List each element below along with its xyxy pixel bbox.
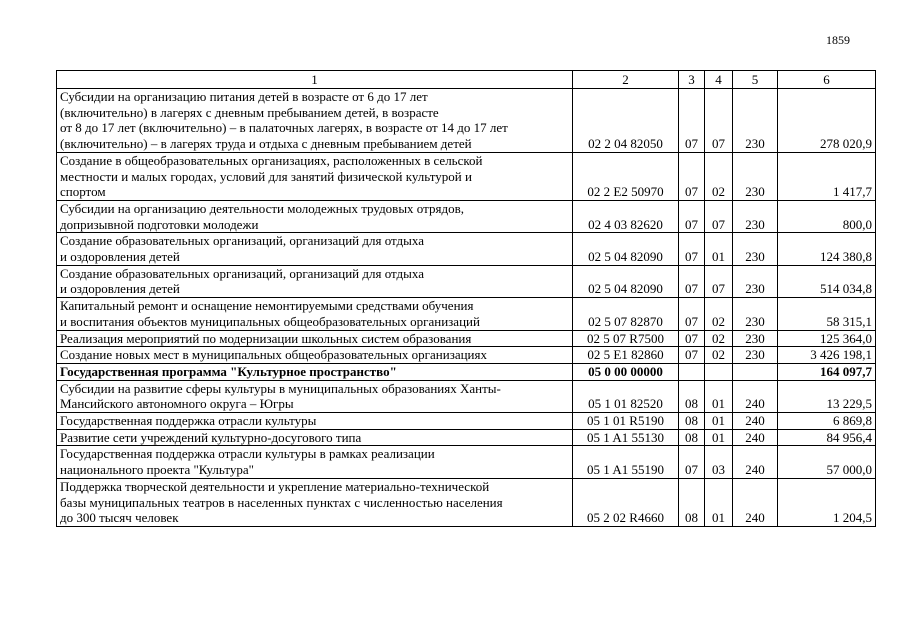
row-sum-cell: 84 956,4 <box>778 429 876 446</box>
row-code-cell: 02 4 03 82620 <box>573 200 679 232</box>
row-name-line: от 8 до 17 лет (включительно) – в палаточных лагерях, в возрасте от 14 до 17 лет <box>60 120 508 136</box>
row-name-line: Государственная программа "Культурное пространство" <box>60 363 397 379</box>
table-row <box>57 89 876 153</box>
row-type-cell: 240 <box>733 429 778 446</box>
table-header-row <box>57 71 876 89</box>
row-sum-cell: 1 204,5 <box>778 478 876 526</box>
row-section-cell: 07 <box>679 347 705 364</box>
row-section-cell: 08 <box>679 413 705 430</box>
row-type-cell: 230 <box>733 233 778 265</box>
row-sum-cell: 13 229,5 <box>778 380 876 412</box>
row-section-cell: 07 <box>679 446 705 478</box>
table-row <box>57 446 876 478</box>
row-subsection-cell: 07 <box>705 89 733 153</box>
row-name-line: местности и малых городах, условий для занятий физической культурой и <box>60 168 472 184</box>
row-subsection-cell: 01 <box>705 478 733 526</box>
row-subsection-cell: 07 <box>705 200 733 232</box>
row-subsection-cell: 01 <box>705 380 733 412</box>
row-name-line: национального проекта "Культура" <box>60 462 254 478</box>
row-subsection-cell: 02 <box>705 330 733 347</box>
row-name-line: спортом <box>60 184 106 200</box>
row-code-cell: 02 5 07 82870 <box>573 298 679 330</box>
column-header-2: 2 <box>573 71 679 89</box>
table-row <box>57 233 876 265</box>
row-name-line: Создание новых мест в муниципальных общеобразовательных организациях <box>60 347 487 363</box>
table-row <box>57 429 876 446</box>
table-row <box>57 363 876 380</box>
row-sum-cell: 3 426 198,1 <box>778 347 876 364</box>
row-type-cell: 240 <box>733 380 778 412</box>
row-subsection-cell: 03 <box>705 446 733 478</box>
row-section-cell: 08 <box>679 380 705 412</box>
row-sum-cell: 514 034,8 <box>778 265 876 297</box>
row-subsection-cell: 02 <box>705 298 733 330</box>
row-subsection-cell: 02 <box>705 347 733 364</box>
table-row <box>57 265 876 297</box>
table-row <box>57 478 876 526</box>
row-name-cell <box>57 429 573 446</box>
page-number: 1859 <box>826 33 850 47</box>
row-name-line: Субсидии на организацию питания детей в возрасте от 6 до 17 лет <box>60 89 428 104</box>
row-subsection-cell: 01 <box>705 233 733 265</box>
row-section-cell: 07 <box>679 152 705 200</box>
row-code-cell: 02 2 E2 50970 <box>573 152 679 200</box>
row-name-cell <box>57 233 573 265</box>
row-code-cell: 05 0 00 00000 <box>573 363 679 380</box>
row-code-cell: 02 2 04 82050 <box>573 89 679 153</box>
row-name-line: Создание образовательных организаций, организаций для отдыха <box>60 265 424 281</box>
row-section-cell: 08 <box>679 478 705 526</box>
row-name-line: Субсидии на организацию деятельности молодежных трудовых отрядов, <box>60 200 464 216</box>
column-header-5: 5 <box>733 71 778 89</box>
row-name-cell <box>57 298 573 330</box>
row-type-cell: 230 <box>733 89 778 153</box>
column-header-4: 4 <box>705 71 733 89</box>
row-code-cell: 02 5 07 R7500 <box>573 330 679 347</box>
row-name-line: Реализация мероприятий по модернизации школьных систем образования <box>60 330 472 346</box>
row-type-cell: 240 <box>733 413 778 430</box>
row-sum-cell: 6 869,8 <box>778 413 876 430</box>
row-name-line: Поддержка творческой деятельности и укрепление материально-технической <box>60 478 490 494</box>
row-code-cell: 05 1 A1 55190 <box>573 446 679 478</box>
row-type-cell: 230 <box>733 265 778 297</box>
row-sum-cell: 125 364,0 <box>778 330 876 347</box>
budget-table <box>56 70 876 527</box>
column-header-6: 6 <box>778 71 876 89</box>
row-section-cell: 07 <box>679 200 705 232</box>
row-type-cell: 230 <box>733 200 778 232</box>
row-name-line: допризывной подготовки молодежи <box>60 216 259 232</box>
table-row <box>57 298 876 330</box>
row-subsection-cell <box>705 363 733 380</box>
row-type-cell: 240 <box>733 446 778 478</box>
table-row <box>57 200 876 232</box>
row-name-cell <box>57 265 573 297</box>
row-name-line: Создание образовательных организаций, организаций для отдыха <box>60 233 424 249</box>
row-code-cell: 02 5 E1 82860 <box>573 347 679 364</box>
row-sum-cell: 278 020,9 <box>778 89 876 153</box>
row-type-cell: 230 <box>733 298 778 330</box>
column-header-3: 3 <box>679 71 705 89</box>
row-name-line: и воспитания объектов муниципальных общеобразовательных организаций <box>60 313 480 329</box>
row-sum-cell: 57 000,0 <box>778 446 876 478</box>
row-sum-cell: 1 417,7 <box>778 152 876 200</box>
row-type-cell: 230 <box>733 347 778 364</box>
row-name-cell <box>57 363 573 380</box>
row-sum-cell: 124 380,8 <box>778 233 876 265</box>
row-sum-cell: 164 097,7 <box>778 363 876 380</box>
row-name-line: (включительно) в лагерях с дневным пребыванием детей, в возрасте <box>60 104 439 120</box>
row-name-line: Развитие сети учреждений культурно-досугового типа <box>60 429 362 445</box>
table-row <box>57 152 876 200</box>
table-row <box>57 330 876 347</box>
row-sum-cell: 800,0 <box>778 200 876 232</box>
row-type-cell <box>733 363 778 380</box>
row-code-cell: 02 5 04 82090 <box>573 233 679 265</box>
row-section-cell: 07 <box>679 265 705 297</box>
row-type-cell: 230 <box>733 330 778 347</box>
row-code-cell: 05 1 01 R5190 <box>573 413 679 430</box>
row-subsection-cell: 02 <box>705 152 733 200</box>
row-subsection-cell: 07 <box>705 265 733 297</box>
row-name-cell <box>57 478 573 526</box>
row-sum-cell: 58 315,1 <box>778 298 876 330</box>
row-name-cell <box>57 413 573 430</box>
column-header-1: 1 <box>57 71 573 89</box>
row-name-line: и оздоровления детей <box>60 281 180 297</box>
row-name-line: Создание в общеобразовательных организациях, расположенных в сельской <box>60 152 483 168</box>
row-name-line: до 300 тысяч человек <box>60 510 179 526</box>
row-subsection-cell: 01 <box>705 413 733 430</box>
row-type-cell: 240 <box>733 478 778 526</box>
row-name-cell <box>57 380 573 412</box>
row-section-cell: 07 <box>679 298 705 330</box>
table-row <box>57 380 876 412</box>
row-section-cell: 07 <box>679 89 705 153</box>
row-type-cell: 230 <box>733 152 778 200</box>
row-section-cell: 07 <box>679 330 705 347</box>
row-name-line: Субсидии на развитие сферы культуры в муниципальных образованиях Ханты- <box>60 380 501 396</box>
row-section-cell: 07 <box>679 233 705 265</box>
row-name-cell <box>57 200 573 232</box>
row-name-line: Мансийского автономного округа – Югры <box>60 396 294 412</box>
row-code-cell: 02 5 04 82090 <box>573 265 679 297</box>
table-row <box>57 347 876 364</box>
row-code-cell: 05 1 01 82520 <box>573 380 679 412</box>
row-subsection-cell: 01 <box>705 429 733 446</box>
row-code-cell: 05 1 A1 55130 <box>573 429 679 446</box>
row-name-line: (включительно) – в лагерях труда и отдыха с дневным пребыванием детей <box>60 136 472 152</box>
table-row <box>57 413 876 430</box>
row-name-line: Государственная поддержка отрасли культуры <box>60 413 317 429</box>
row-name-cell <box>57 330 573 347</box>
row-name-line: и оздоровления детей <box>60 249 180 265</box>
row-name-line: Капитальный ремонт и оснащение немонтируемыми средствами обучения <box>60 298 474 314</box>
row-name-line: Государственная поддержка отрасли культуры в рамках реализации <box>60 446 435 462</box>
row-name-cell <box>57 152 573 200</box>
row-section-cell <box>679 363 705 380</box>
row-section-cell: 08 <box>679 429 705 446</box>
row-name-cell <box>57 446 573 478</box>
row-code-cell: 05 2 02 R4660 <box>573 478 679 526</box>
row-name-cell <box>57 89 573 153</box>
row-name-cell <box>57 347 573 364</box>
row-name-line: базы муниципальных театров в населенных пунктах с численностью населения <box>60 494 503 510</box>
